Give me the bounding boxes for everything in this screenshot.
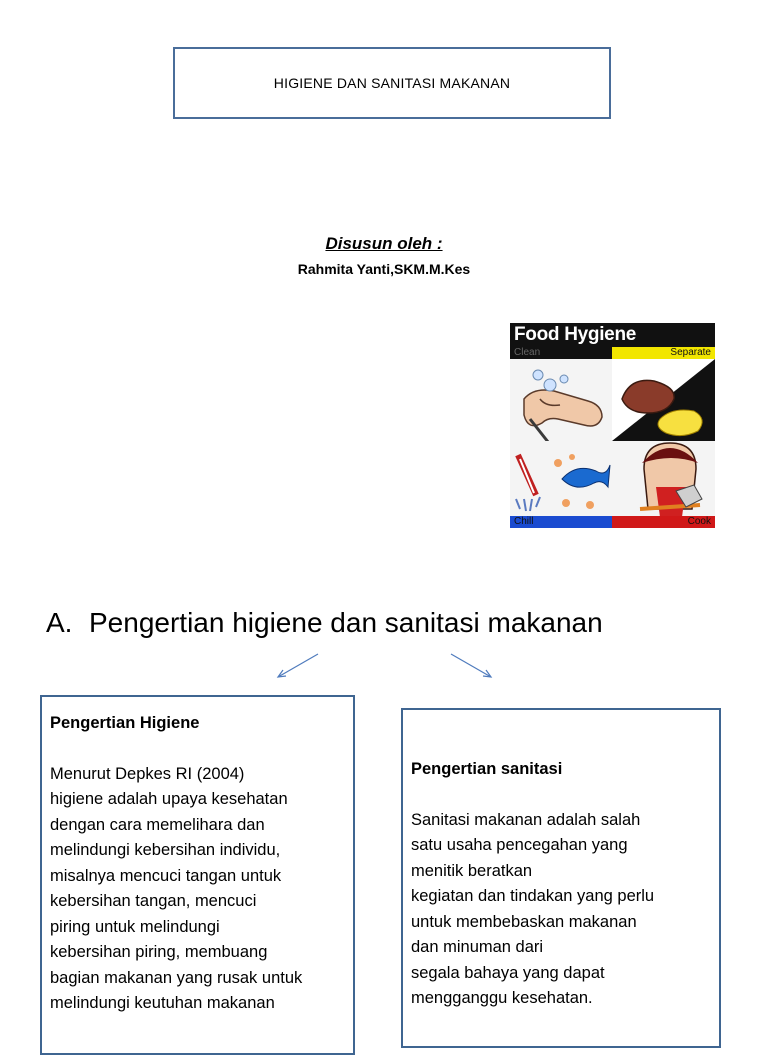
- sanitasi-line: mengganggu kesehatan.: [411, 989, 593, 1007]
- higiene-line: Menurut Depkes RI (2004): [50, 764, 245, 783]
- sanitasi-card-title: Pengertian sanitasi: [411, 760, 563, 778]
- sanitasi-line: kegiatan dan tindakan yang perlu: [411, 887, 655, 905]
- higiene-line: kebersihan tangan, mencuci: [50, 892, 257, 910]
- higiene-line: melindungi kebersihan individu,: [50, 841, 281, 859]
- arrow-left-icon: [274, 652, 322, 680]
- section-heading: [46, 607, 603, 639]
- higiene-line: piring untuk melindungi: [50, 917, 220, 936]
- higiene-line: higiene adalah upaya kesehatan: [50, 790, 288, 808]
- higiene-line: misalnya mencuci tangan untuk: [50, 866, 282, 885]
- higiene-line: dengan cara memelihara dan: [50, 815, 265, 834]
- title-box: [173, 47, 611, 119]
- quadrant-label-clean: Clean: [510, 347, 612, 359]
- higiene-card-title: Pengertian Higiene: [50, 714, 200, 732]
- higiene-definition-card: [40, 695, 355, 1055]
- sanitasi-line: satu usaha pencegahan yang: [411, 836, 628, 854]
- document-title: HIGIENE DAN SANITASI MAKANAN: [273, 75, 511, 91]
- higiene-line: bagian makanan yang rusak untuk: [50, 968, 303, 987]
- arrow-right-icon: [448, 652, 496, 680]
- higiene-line: kebersihan piring, membuang: [50, 943, 268, 961]
- food-hygiene-image: [510, 323, 715, 528]
- sanitasi-line: menitik beratkan: [411, 861, 533, 880]
- sanitasi-line: untuk membebaskan makanan: [411, 912, 637, 931]
- quadrant-label-cook: Cook: [612, 516, 715, 528]
- author-label: Disusun oleh :: [325, 234, 443, 253]
- sanitasi-line: Sanitasi makanan adalah salah: [411, 810, 641, 829]
- quadrant-label-separate: Separate: [612, 347, 715, 359]
- author-name: Rahmita Yanti,SKM.M.Kes: [297, 261, 471, 277]
- sanitasi-line: dan minuman dari: [411, 938, 544, 956]
- quadrant-label-chill: Chill: [510, 516, 612, 528]
- sanitasi-definition-card: [401, 708, 721, 1048]
- higiene-line: melindungi keutuhan makanan: [50, 994, 275, 1012]
- sanitasi-line: segala bahaya yang dapat: [411, 963, 605, 982]
- section-number: A.: [46, 607, 73, 638]
- food-hygiene-banner: Food Hygiene: [510, 323, 715, 347]
- food-hygiene-illustration: [510, 359, 715, 528]
- section-heading-text: Pengertian higiene dan sanitasi makanan: [89, 607, 603, 638]
